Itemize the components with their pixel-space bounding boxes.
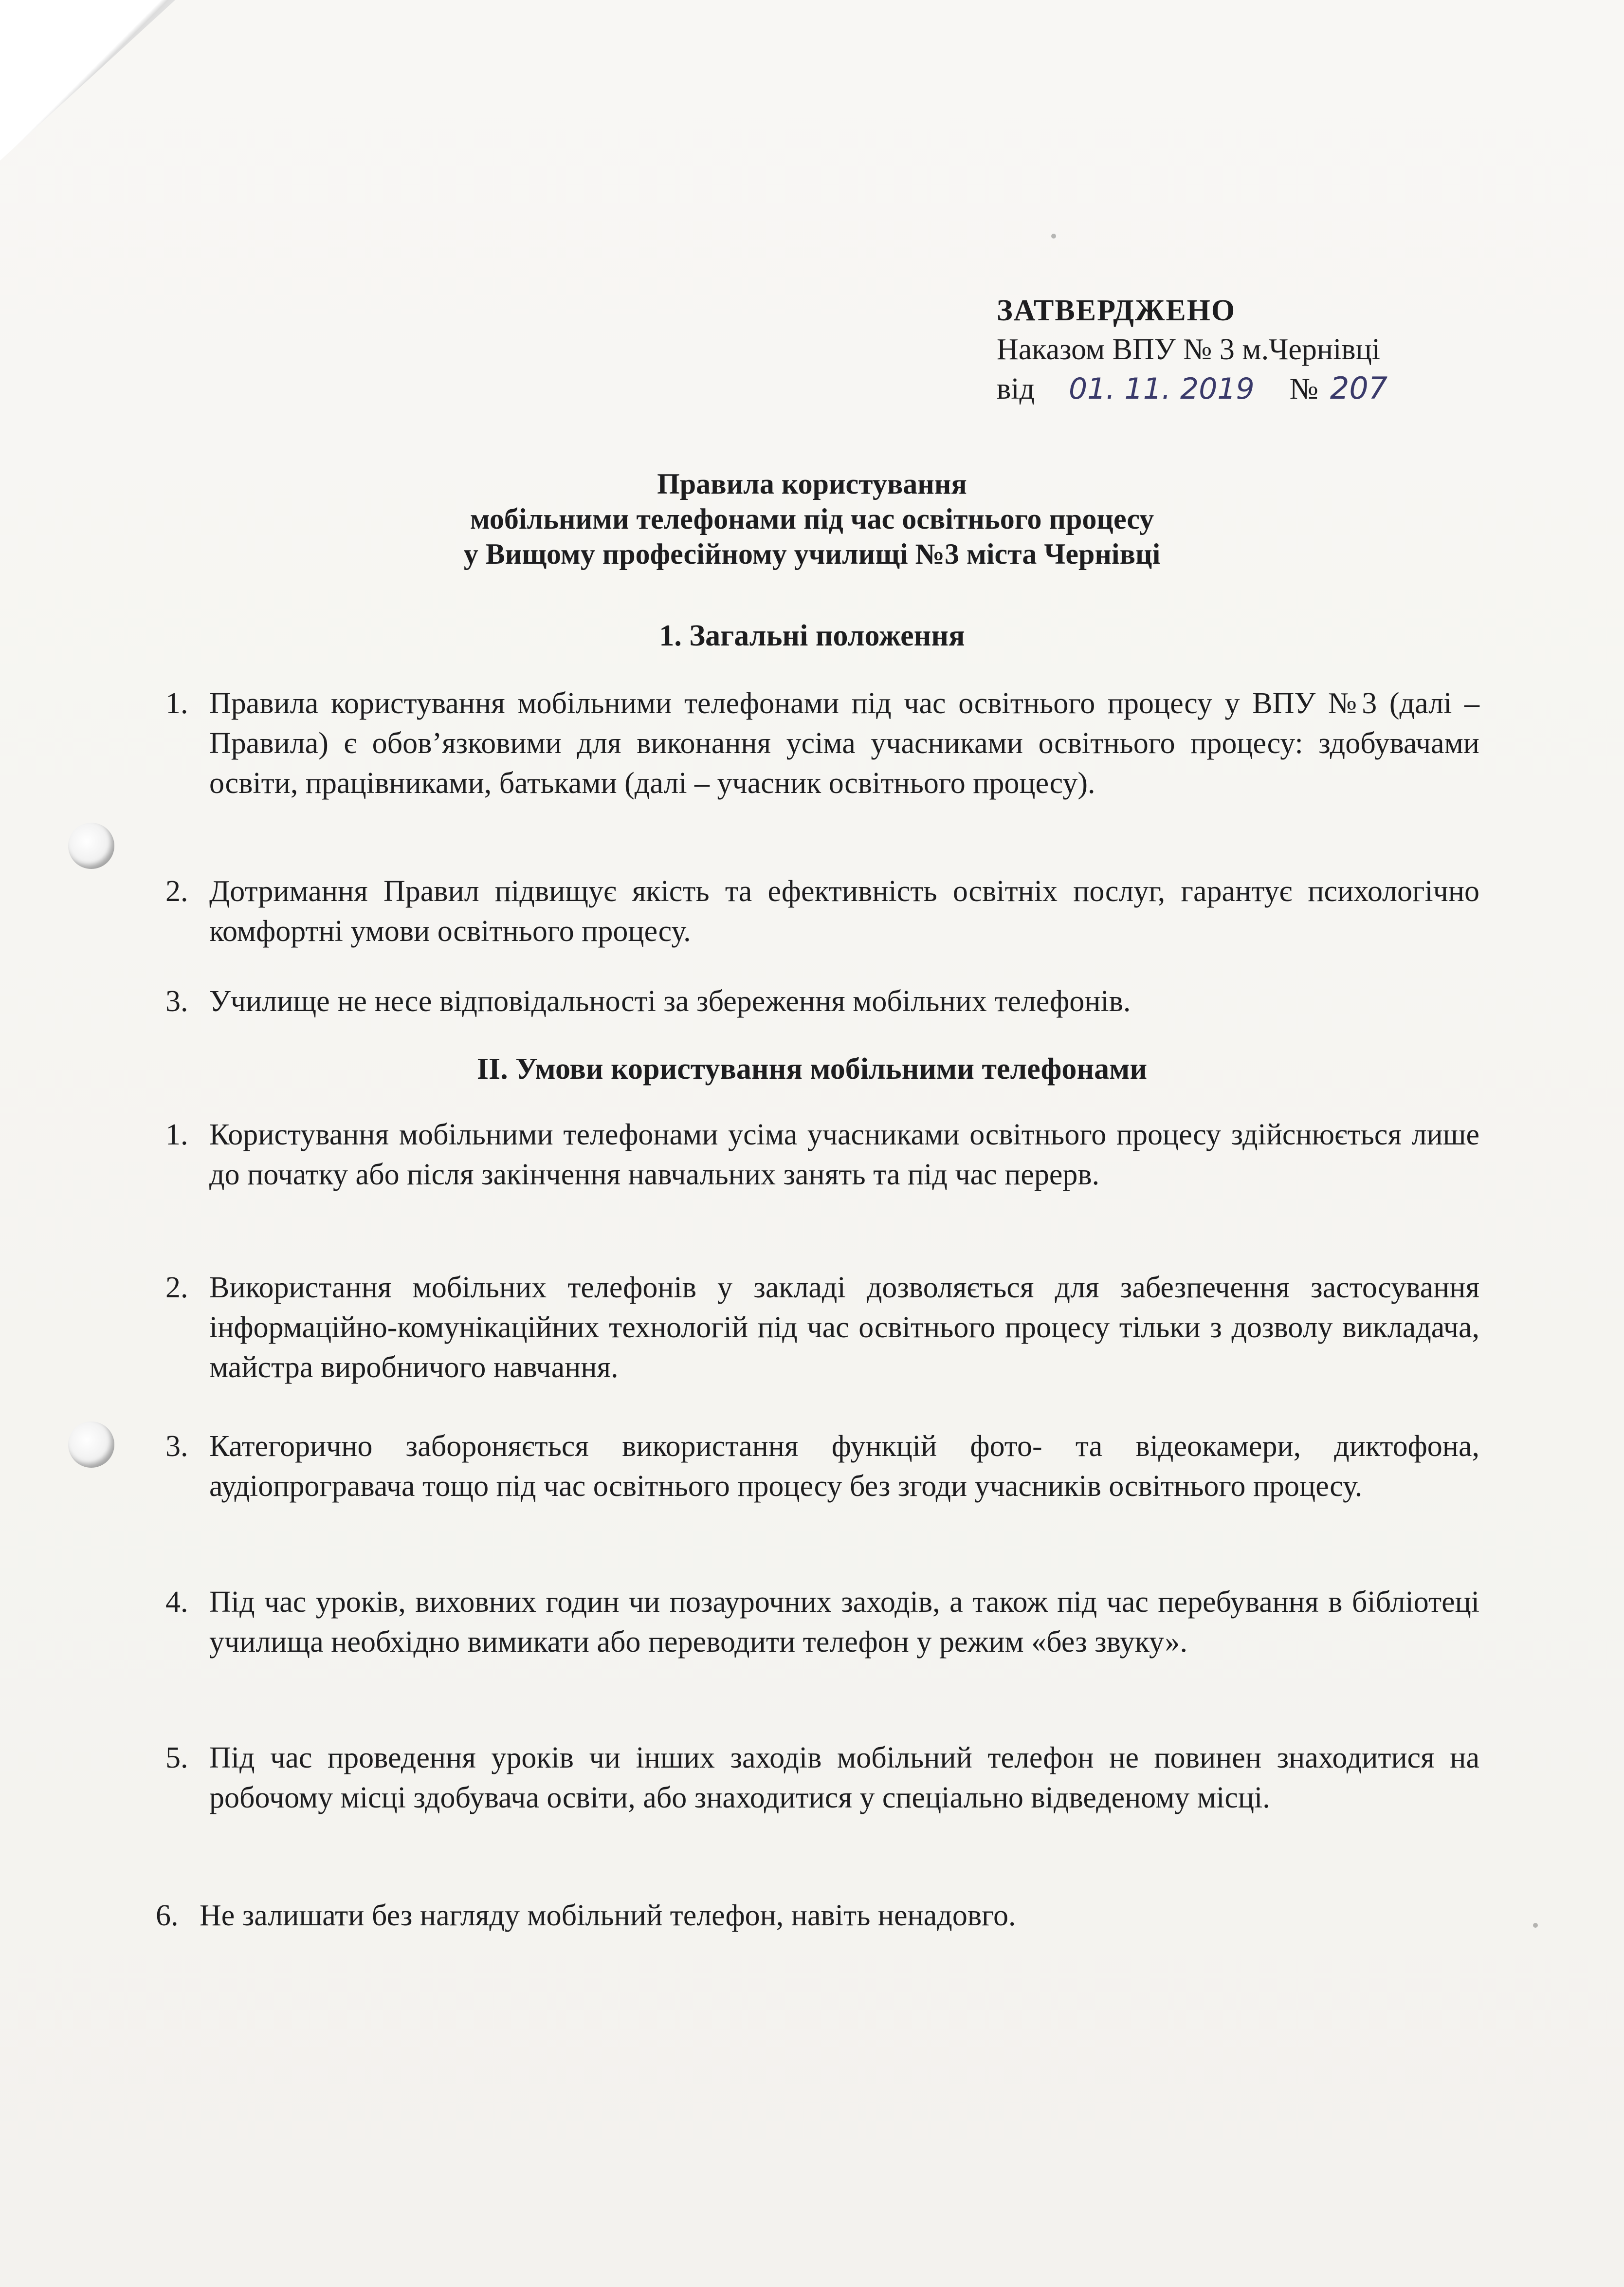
item-text: Дотримання Правил підвищує якість та ефективність освітніх послуг, гарантує психологічно комфортні умови освітнього процесу. [209,875,1479,948]
document-title [0,466,1624,572]
approval-number: 207 [1330,370,1388,406]
approval-date-row [997,369,1483,408]
title-line-3: у Вищому професійному училищі №3 міста Чернівці [463,538,1161,570]
punch-hole [68,823,114,869]
item-number: 3. [165,1430,188,1463]
section-2-item [165,1582,1479,1662]
scan-speck [1051,234,1056,239]
scan-speck [1533,1923,1538,1928]
approval-title: ЗАТВЕРДЖЕНО [997,294,1236,327]
item-text: Не залишати без нагляду мобільний телефон, навіть ненадовго. [200,1899,1016,1932]
section-2-item [165,1268,1479,1387]
punch-hole [68,1421,114,1468]
title-line-1: Правила користування [657,468,967,500]
item-text: Училище не несе відповідальності за збереження мобільних телефонів. [209,985,1131,1018]
item-number: 3. [165,985,188,1018]
approval-number-label: № [1289,372,1318,406]
item-text: Під час проведення уроків чи інших заходів мобільний телефон не повинен знаходитися на робочому місці здобувача освіти, або знаходитися у спеціально відведеному місці. [209,1741,1479,1814]
section-1-heading: 1. Загальні положення [659,619,965,652]
item-text: Правила користування мобільними телефонами під час освітнього процесу у ВПУ №3 (далі – Правила) є обов’язковими для виконання усіма учасниками освітнього процесу: здобувачами освіти, працівниками, батьками (далі – учасник освітнього процесу). [209,687,1479,800]
item-number: 2. [165,875,188,908]
section-2-heading: ІІ. Умови користування мобільними телефонами [476,1052,1148,1086]
item-text: Під час уроків, виховних годин чи позаурочних заходів, а також під час перебування в бібліотеці училища необхідно вимикати або переводити телефон у режим «без звуку». [209,1586,1479,1659]
approval-order-line: Наказом ВПУ № 3 м.Чернівці [997,333,1380,366]
approval-date: 01. 11. 2019 [1069,372,1255,406]
item-number: 5. [165,1741,188,1774]
section-2-item [165,1115,1479,1195]
folded-corner [0,0,175,161]
item-number: 1. [165,687,188,720]
section-2-item [156,1896,1470,1936]
item-number: 1. [165,1118,188,1151]
section-1-item [165,871,1479,951]
item-number: 6. [156,1899,179,1932]
item-text: Використання мобільних телефонів у закладі дозволяється для забезпечення застосування інформаційно-комунікаційних технологій під час освітнього процесу тільки з дозволу викладача, майстра виробничого навчання. [209,1271,1479,1384]
section-2-item [165,1426,1479,1506]
section-1-item [165,683,1479,803]
approval-from-label: від [997,372,1035,406]
item-text: Категорично забороняється використання функцій фото- та відеокамери, диктофона, аудіопрогравача тощо під час освітнього процесу без згоди учасників освітнього процесу. [209,1430,1479,1503]
approval-block [997,291,1483,408]
item-number: 4. [165,1586,188,1619]
item-number: 2. [165,1271,188,1304]
title-line-2: мобільними телефонами під час освітнього процесу [470,503,1154,535]
section-1-item [165,981,1479,1021]
item-text: Користування мобільними телефонами усіма учасниками освітнього процесу здійснюється лише до початку або після закінчення навчальних занять та під час перерв. [209,1118,1479,1191]
section-2-item [165,1738,1479,1818]
